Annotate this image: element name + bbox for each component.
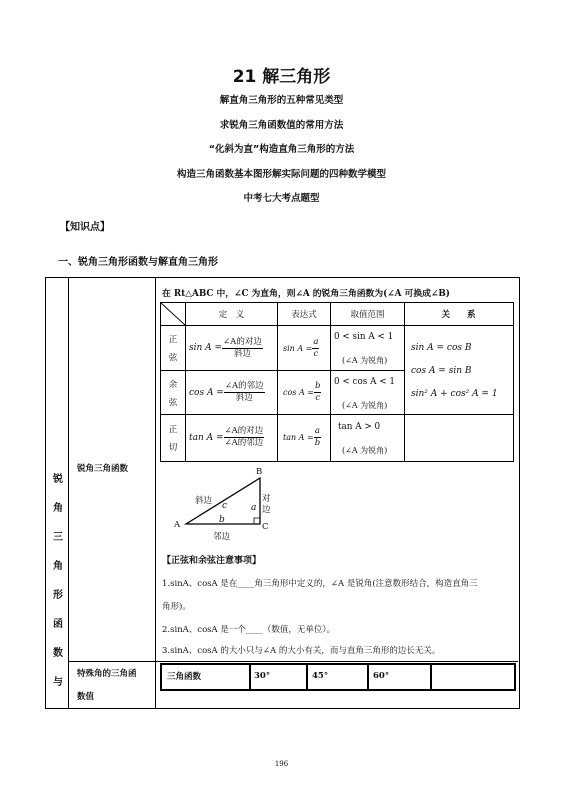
sine-expression: sin A = $\frac{a}{c}$ bbox=[283, 336, 319, 359]
tangent-expression: tan A = $\frac{a}{b}$ bbox=[283, 426, 321, 448]
subtitle-2: 求锐角三角函数值的常用方法 bbox=[219, 120, 344, 131]
sine-range: 0 < sin A < 1 bbox=[334, 332, 394, 342]
special-angle-table bbox=[160, 663, 516, 691]
tangent-range: tan A > 0 bbox=[338, 422, 381, 432]
subtitle-5: 中考七大考点题型 bbox=[243, 193, 320, 204]
note-2: 2.sinA、cosA 是一个____（数值，无单位）。 bbox=[162, 625, 336, 635]
tangent-range-note: (∠A 为锐角) bbox=[342, 446, 388, 455]
subtitle-3: “化斜为直”构造直角三角形的方法 bbox=[208, 144, 355, 155]
header-expression: 表达式 bbox=[291, 310, 317, 320]
notes-heading: 【正弦和余弦注意事项】 bbox=[162, 556, 262, 566]
opposite-label-1: 对 bbox=[262, 494, 271, 504]
cosine-range: 0 < cos A < 1 bbox=[334, 377, 396, 387]
page-title: 21 解三角形 bbox=[232, 67, 331, 87]
header-relation: 关 系 bbox=[441, 310, 476, 320]
special-header-func: 三角函数 bbox=[167, 672, 202, 682]
tangent-definition: tan A = $\frac{\text{∠A的对边}}{\text{∠A的邻边}}$ bbox=[189, 426, 264, 448]
side-c: c bbox=[222, 501, 228, 511]
relation-1: sin A = cos B bbox=[411, 343, 472, 353]
subtitle-1: 解直角三角形的五种常见类型 bbox=[219, 95, 344, 106]
sine-definition: sin A = $\frac{\text{∠A的对边}}{\text{斜边}}$ bbox=[189, 336, 262, 359]
sine-range-note: (∠A 为锐角) bbox=[342, 356, 388, 365]
opposite-label-2: 边 bbox=[262, 505, 271, 515]
row-label-acute-functions: 锐角三角函数 bbox=[77, 464, 129, 474]
side-a: a bbox=[251, 503, 257, 513]
hypotenuse-label: 斜边 bbox=[195, 496, 213, 506]
special-header-60: 60° bbox=[373, 671, 390, 681]
row-sine-name: 正 弦 bbox=[168, 335, 178, 363]
header-definition: 定 义 bbox=[218, 310, 245, 320]
page-number: 196 bbox=[274, 760, 289, 768]
side-b: b bbox=[219, 515, 225, 525]
cosine-range-note: (∠A 为锐角) bbox=[342, 401, 388, 410]
row-label-special-line1: 特殊角的三角函 bbox=[77, 669, 137, 679]
vertex-B: B bbox=[256, 467, 263, 477]
cosine-definition: cos A = $\frac{\text{∠A的邻边}}{\text{斜边}}$ bbox=[189, 381, 264, 403]
intro-text: 在 Rt△ABC 中，∠C 为直角，则∠A 的锐角三角函数为(∠A 可换成∠B) bbox=[162, 289, 450, 299]
row-cosine-name: 余 弦 bbox=[168, 379, 178, 408]
vertex-C: C bbox=[262, 522, 269, 532]
header-diagonal bbox=[161, 303, 185, 325]
section-title: 一、锐角三角形函数与解直角三角形 bbox=[58, 257, 218, 268]
special-header-45: 45° bbox=[312, 671, 329, 681]
note-1: 1.sinA、cosA 是在____角三角形中定义的，∠A 是锐角(注意数形结合，构造直角三 bbox=[162, 579, 478, 589]
left-vertical-label: 锐 角 三 角 形 函 数 与 bbox=[53, 474, 63, 688]
note-1b: 角形)。 bbox=[162, 602, 191, 612]
special-header-30: 30° bbox=[254, 671, 271, 681]
adjacent-label: 邻边 bbox=[213, 532, 231, 542]
relation-2: cos A = sin B bbox=[411, 366, 472, 376]
header-range: 取值范围 bbox=[350, 310, 385, 320]
row-label-special-line2: 数值 bbox=[77, 692, 95, 702]
relation-3: sin² A + cos² A = 1 bbox=[411, 389, 498, 399]
note-3: 3.sinA、cosA 的大小只与∠A 的大小有关，而与直角三角形的边长无关。 bbox=[162, 646, 441, 656]
subtitle-4: 构造三角函数基本图形解实际问题的四种数学模型 bbox=[176, 169, 386, 180]
cosine-expression: cos A = $\frac{b}{c}$ bbox=[283, 381, 321, 403]
row-tangent-name: 正 切 bbox=[168, 424, 178, 453]
knowledge-label: 【知识点】 bbox=[60, 222, 110, 233]
vertex-A: A bbox=[174, 520, 181, 530]
